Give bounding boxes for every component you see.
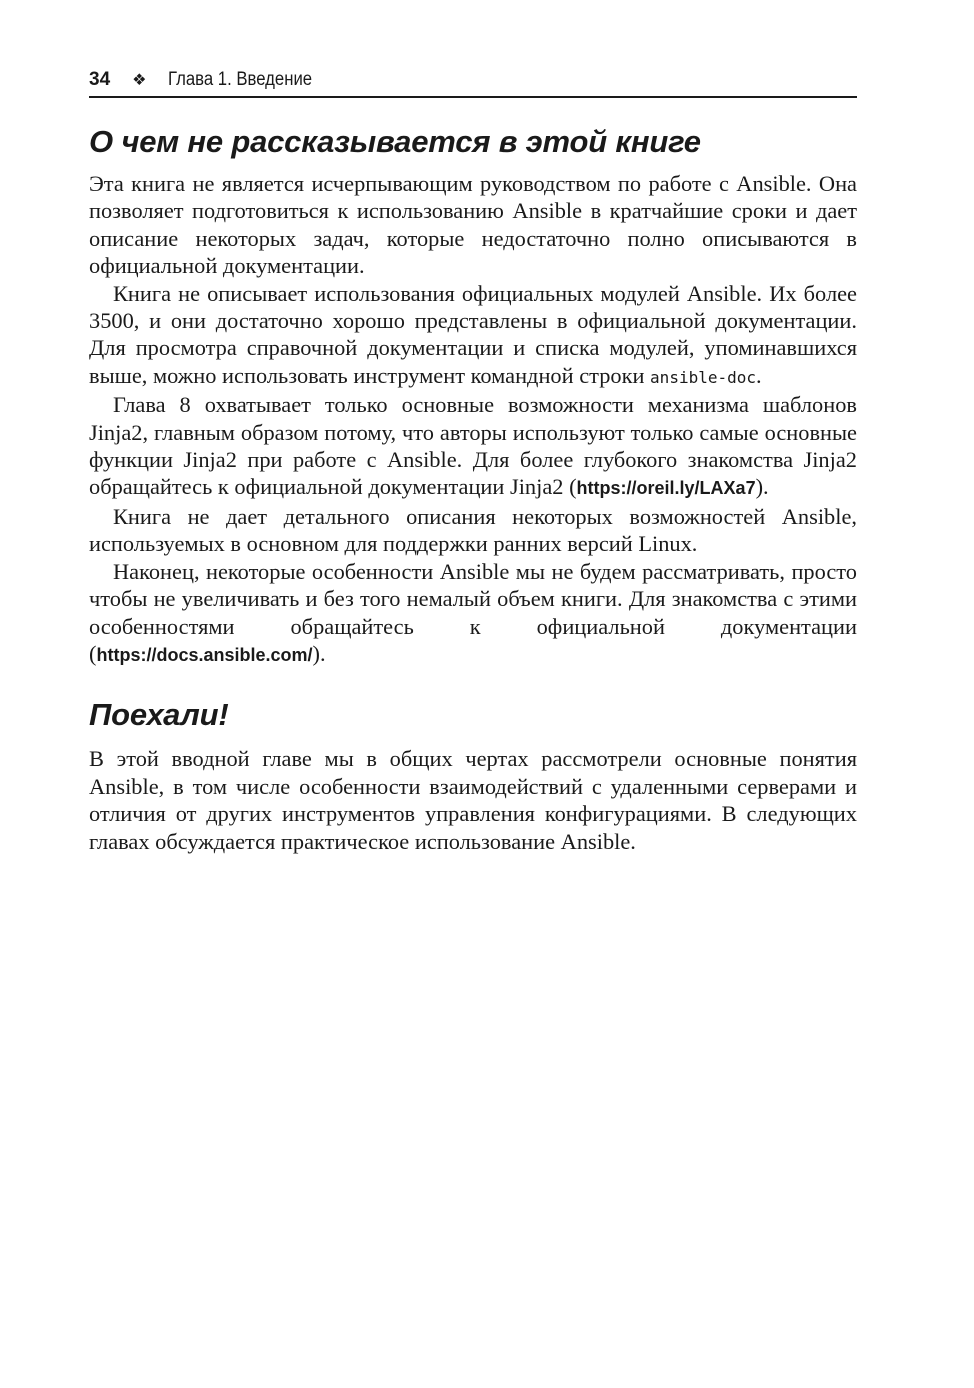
paragraph-3 xyxy=(89,391,857,503)
ornament-icon: ❖ xyxy=(132,72,147,89)
paragraph-1 xyxy=(89,170,857,280)
paragraph-text: Наконец, некоторые особенности Ansible мы не будем рассматривать, просто чтобы не увеличивать и без того немалый объем книги. Для знакомства с этими особенностями обращайтесь к официальной документации ( xyxy=(89,558,857,666)
paragraph-text: В этой вводной главе мы в общих чертах рассмотрели основные понятия Ansible, в том числе особенности взаимодействий с удаленными серверами и отличия от других инструментов управления конфигурациями. В следующих главах обсуждается практическое использование Ansible. xyxy=(89,746,857,854)
paragraph-text: Книга не дает детального описания некоторых возможностей Ansible, используемых в основном для поддержки ранних версий Linux. xyxy=(89,503,857,557)
chapter-title: Глава 1. Введение xyxy=(168,69,313,90)
inline-code-ansible-doc: ansible-doc xyxy=(650,367,757,387)
paragraph-text: Эта книга не является исчерпывающим руководством по работе с Ansible. Она позволяет подготовиться к использованию Ansible в кратчайшие сроки и дает описание некоторых задач, которые недостаточно полно описываются в официальной документации. xyxy=(89,171,857,279)
paragraph-6 xyxy=(89,745,857,855)
section-heading-not-covered: О чем не рассказывается в этой книге xyxy=(89,124,701,159)
paragraph-text: Глава 8 охватывает только основные возможности механизма шаблонов Jinja2, главным образом потому, что авторы используют только самые основные функции Jinja2 при работе с Ansible. Для более глубокого знакомства Jinja2 обращайтесь к официальной документации Jinja2 ( xyxy=(89,392,857,500)
page-number: 34 xyxy=(89,69,111,90)
paragraph-text: Книга не описывает использования официальных модулей Ansible. Их более 3500, и они достаточно хорошо представлены в официальной документации. Для просмотра справочной документации и списка модулей, упоминавшихся выше, можно использовать инструмент командной строки xyxy=(89,280,857,388)
link-ansible-docs[interactable]: https://docs.ansible.com/ xyxy=(96,644,313,665)
paragraph-5 xyxy=(89,558,857,670)
book-page xyxy=(89,66,857,855)
paragraph-text-end: ). xyxy=(755,474,769,500)
paragraph-text-end: . xyxy=(756,362,762,388)
paragraph-2 xyxy=(89,280,857,392)
paragraph-text-end: ). xyxy=(312,640,326,666)
paragraph-4 xyxy=(89,503,857,558)
running-header xyxy=(89,66,857,98)
section-heading-lets-go: Поехали! xyxy=(89,697,229,733)
link-jinja2-docs[interactable]: https://oreil.ly/LAXa7 xyxy=(576,478,756,499)
